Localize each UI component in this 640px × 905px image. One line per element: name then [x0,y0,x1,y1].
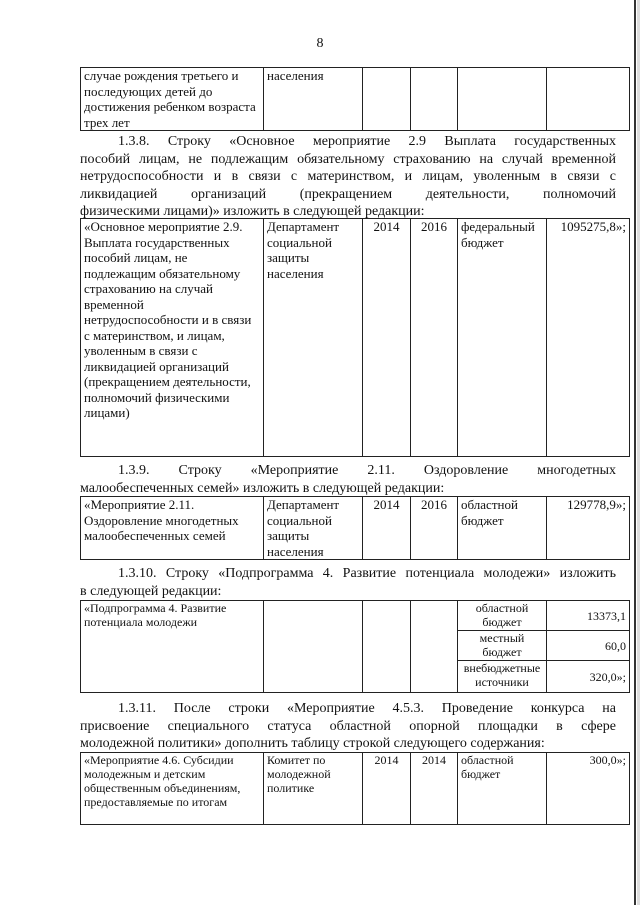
text-line: присвоение специального статуса областной опорной площадки в сфере [80,718,616,734]
table-cell: областной бюджет [458,601,547,631]
table-row [81,753,630,825]
text-line: нетрудоспособности и в связи с материнством, и лицам, уволенным в связи с [80,169,616,184]
text-line: ликвидацией организаций (прекращением деятельности, полномочий [80,186,616,202]
table-cell: 320,0»; [547,661,630,693]
page-number: 8 [316,36,324,51]
table-row [81,601,630,631]
table-row [81,497,630,560]
table-cell [264,601,363,693]
table-cell: Комитет по молодежной политике [264,753,363,825]
table-cell: местный бюджет [458,631,547,661]
table-cell [411,601,458,693]
table-cell [458,68,547,131]
text-line: 1.3.10. Строку «Подпрограмма 4. Развитие потенциала молодежи» изложить [118,566,616,581]
table-cell: населения [264,68,363,131]
table-1-3-11 [80,752,630,825]
text-line: 1.3.9. Строку «Мероприятие 2.11. Оздоровление многодетных [118,463,616,478]
table-cell: 60,0 [547,631,630,661]
table-cell: внебюджетные источники [458,661,547,693]
table-cell: «Основное мероприятие 2.9. Выплата государственных пособий лицам, не подлежащим обязательному страхованию на случай временной нетрудоспособности и в связи с материнством, и лицам, уволенным в связи с ликвидацией организаций (прекращением деятельности, полномочий физическими лицами) [81,219,264,457]
table-cell: Департамент социальной защиты населения [264,219,363,457]
table-cell [363,601,411,693]
table-cell: областной бюджет [458,753,547,825]
table-cell: «Подпрограмма 4. Развитие потенциала молодежи [81,601,264,693]
text-line: физическими лицами)» изложить в следующей редакции: [80,204,425,219]
table-cell [363,68,411,131]
table-cell [411,68,458,131]
table-cell: Департамент социальной защиты населения [264,497,363,560]
table-cell [547,68,630,131]
table-cell: 2016 [411,497,458,560]
paragraph-1-3-8 [80,133,616,221]
table-cell: 2014 [363,497,411,560]
table-cell: 2014 [363,219,411,457]
table-cell: 129778,9»; [547,497,630,560]
table-cell: 13373,1 [547,601,630,631]
table-top-continuation [80,67,630,131]
table-cell: 2014 [411,753,458,825]
table-cell: 2016 [411,219,458,457]
table-row [81,68,630,131]
paragraph-1-3-11 [80,700,616,753]
text-line: пособий лицам, не подлежащим обязательному страхованию на случай временной [80,151,616,167]
table-cell: федеральный бюджет [458,219,547,457]
text-line: 1.3.8. Строку «Основное мероприятие 2.9 Выплата государственных [118,134,616,149]
table-cell: случае рождения третьего и последующих детей до достижения ребенком возраста трех лет [81,68,264,131]
table-1-3-8 [80,218,630,457]
table-1-3-10 [80,600,630,693]
table-cell: «Мероприятие 2.11. Оздоровление многодетных малообеспеченных семей [81,497,264,560]
table-cell: областной бюджет [458,497,547,560]
table-cell: 300,0»; [547,753,630,825]
text-line: малообеспеченных семей» изложить в следующей редакции: [80,480,445,496]
text-line: молодежной политики» дополнить таблицу строкой следующего содержания: [80,736,545,751]
table-cell: 2014 [363,753,411,825]
paragraph-1-3-9 [80,462,616,497]
table-1-3-9 [80,496,630,560]
table-cell: «Мероприятие 4.6. Субсидии молодежным и детским общественным объединениям, предоставляемые по итогам [81,753,264,825]
scan-edge-line [634,0,636,905]
table-row [81,219,630,457]
text-line: в следующей редакции: [80,583,222,599]
paragraph-1-3-10 [80,565,616,600]
text-line: 1.3.11. После строки «Мероприятие 4.5.3. Проведение конкурса на [118,701,616,716]
table-cell: 1095275,8»; [547,219,630,457]
